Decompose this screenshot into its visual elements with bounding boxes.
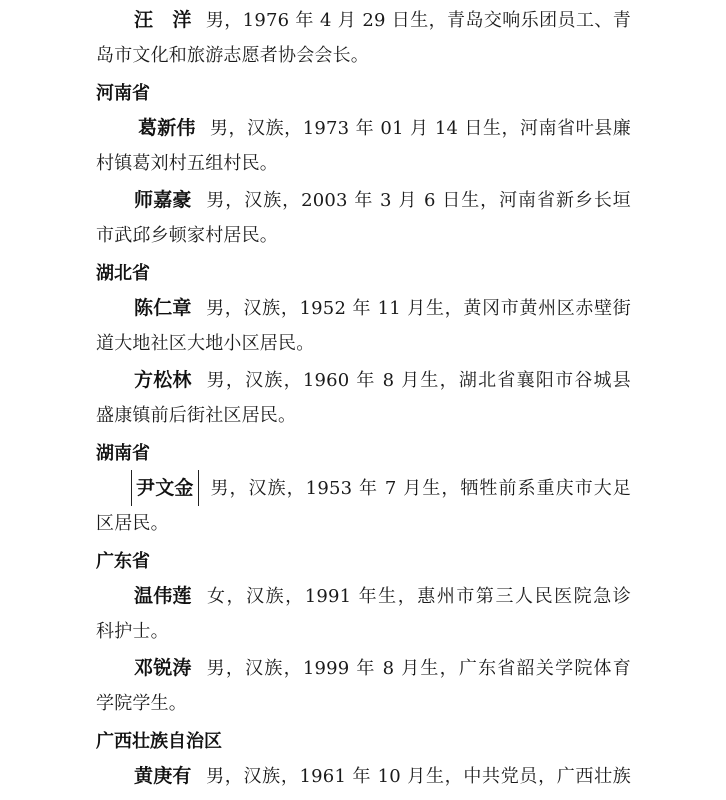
person-description: 男，汉族，1953 年 7 月生，牺牲前系重庆市大足 bbox=[209, 478, 631, 499]
person-description-cont: 学院学生。 bbox=[96, 693, 187, 714]
person-name: 温伟莲 bbox=[134, 585, 192, 607]
person-description: 男，汉族，1960 年 8 月生，湖北省襄阳市谷城县 bbox=[205, 370, 631, 391]
person-name: 邓锐涛 bbox=[134, 657, 192, 679]
person-entry bbox=[96, 650, 631, 722]
person-description: 男，汉族，1999 年 8 月生，广东省韶关学院体育 bbox=[205, 658, 631, 679]
person-description: 男，汉族，2003 年 3 月 6 日生，河南省新乡长垣 bbox=[205, 190, 631, 211]
person-description-cont: 市武邱乡顿家村居民。 bbox=[96, 225, 278, 246]
person-entry bbox=[96, 362, 631, 434]
person-name: 汪 洋 bbox=[134, 9, 192, 31]
person-description: 男，1976 年 4 月 29 日生，青岛交响乐团员工、青 bbox=[205, 10, 631, 31]
province-heading: 河南省 bbox=[96, 83, 150, 104]
person-description-cont: 村镇葛刘村五组村民。 bbox=[96, 153, 278, 174]
person-description-cont: 区居民。 bbox=[96, 513, 169, 534]
person-name: 黄庚有 bbox=[134, 765, 192, 787]
person-entry bbox=[96, 578, 631, 650]
person-description-cont: 科护士。 bbox=[96, 621, 169, 642]
person-entry bbox=[96, 290, 631, 362]
person-name-highlighted: 尹文金 bbox=[134, 470, 196, 506]
person-entry bbox=[96, 110, 631, 182]
person-description: 男，汉族，1952 年 11 月生，黄冈市黄州区赤壁街 bbox=[205, 298, 631, 319]
person-entry bbox=[96, 470, 631, 542]
person-entry bbox=[96, 182, 631, 254]
province-heading: 广西壮族自治区 bbox=[96, 731, 222, 752]
province-heading: 湖南省 bbox=[96, 443, 150, 464]
person-description: 女，汉族，1991 年生，惠州市第三人民医院急诊 bbox=[205, 586, 631, 607]
person-description-cont: 盛康镇前后街社区居民。 bbox=[96, 405, 297, 426]
province-heading: 广东省 bbox=[96, 551, 150, 572]
person-name: 方松林 bbox=[134, 369, 192, 391]
person-description-cont: 道大地社区大地小区居民。 bbox=[96, 333, 315, 354]
person-description-cont: 岛市文化和旅游志愿者协会会长。 bbox=[96, 45, 369, 66]
person-name: 师嘉豪 bbox=[134, 189, 192, 211]
person-entry bbox=[96, 758, 631, 794]
person-name: 葛新伟 bbox=[138, 117, 196, 139]
person-entry bbox=[96, 2, 631, 74]
person-description: 男，汉族，1961 年 10 月生，中共党员，广西壮族 bbox=[205, 766, 631, 787]
person-description: 男，汉族，1973 年 01 月 14 日生，河南省叶县廉 bbox=[209, 118, 631, 139]
province-heading: 湖北省 bbox=[96, 263, 150, 284]
person-name: 陈仁章 bbox=[134, 297, 192, 319]
